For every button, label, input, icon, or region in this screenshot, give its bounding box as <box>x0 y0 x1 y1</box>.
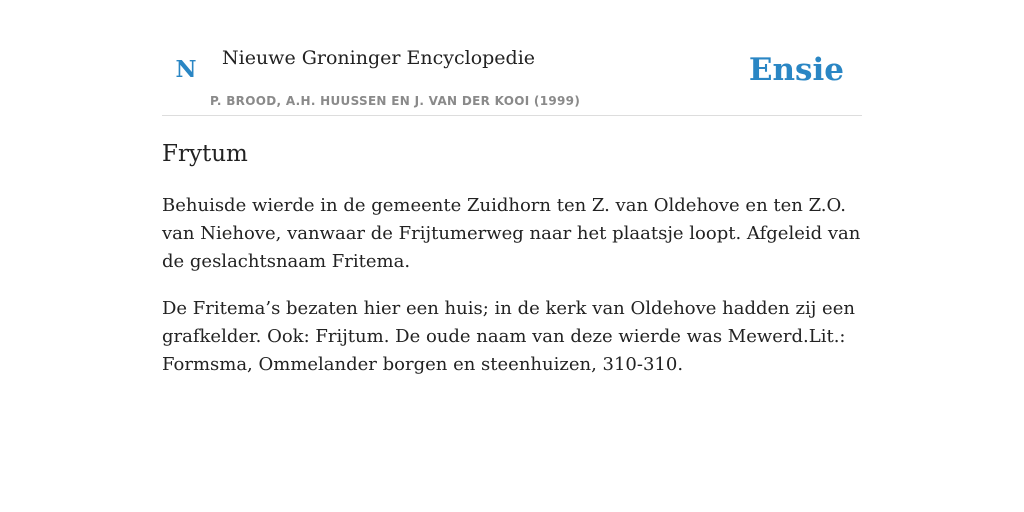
book-authors: P. BROOD, A.H. HUUSSEN EN J. VAN DER KOOI (1999) <box>210 94 581 108</box>
article-title: Frytum <box>162 141 248 167</box>
article-paragraph: Behuisde wierde in de gemeente Zuidhorn ten Z. van Oldehove en ten Z.O. van Niehove, vanwaar de Frijtumerweg naar het plaatsje loopt. Afgeleid van de geslachtsnaam Fritema. <box>162 195 861 272</box>
article-paragraph: De Fritema’s bezaten hier een huis; in de kerk van Oldehove hadden zij een grafkelder. Ook: Frijtum. De oude naam van deze wierde was Mewerd.Lit.: Formsma, Ommelander borgen en steenhuizen, 310-310. <box>162 298 855 375</box>
book-logo[interactable]: N <box>175 56 197 83</box>
article-body <box>162 192 862 379</box>
ensie-logo-link[interactable]: Ensie <box>748 52 844 88</box>
book-title-link[interactable]: Nieuwe Groninger Encyclopedie <box>222 47 536 69</box>
book-header <box>162 40 862 116</box>
article <box>162 138 862 398</box>
